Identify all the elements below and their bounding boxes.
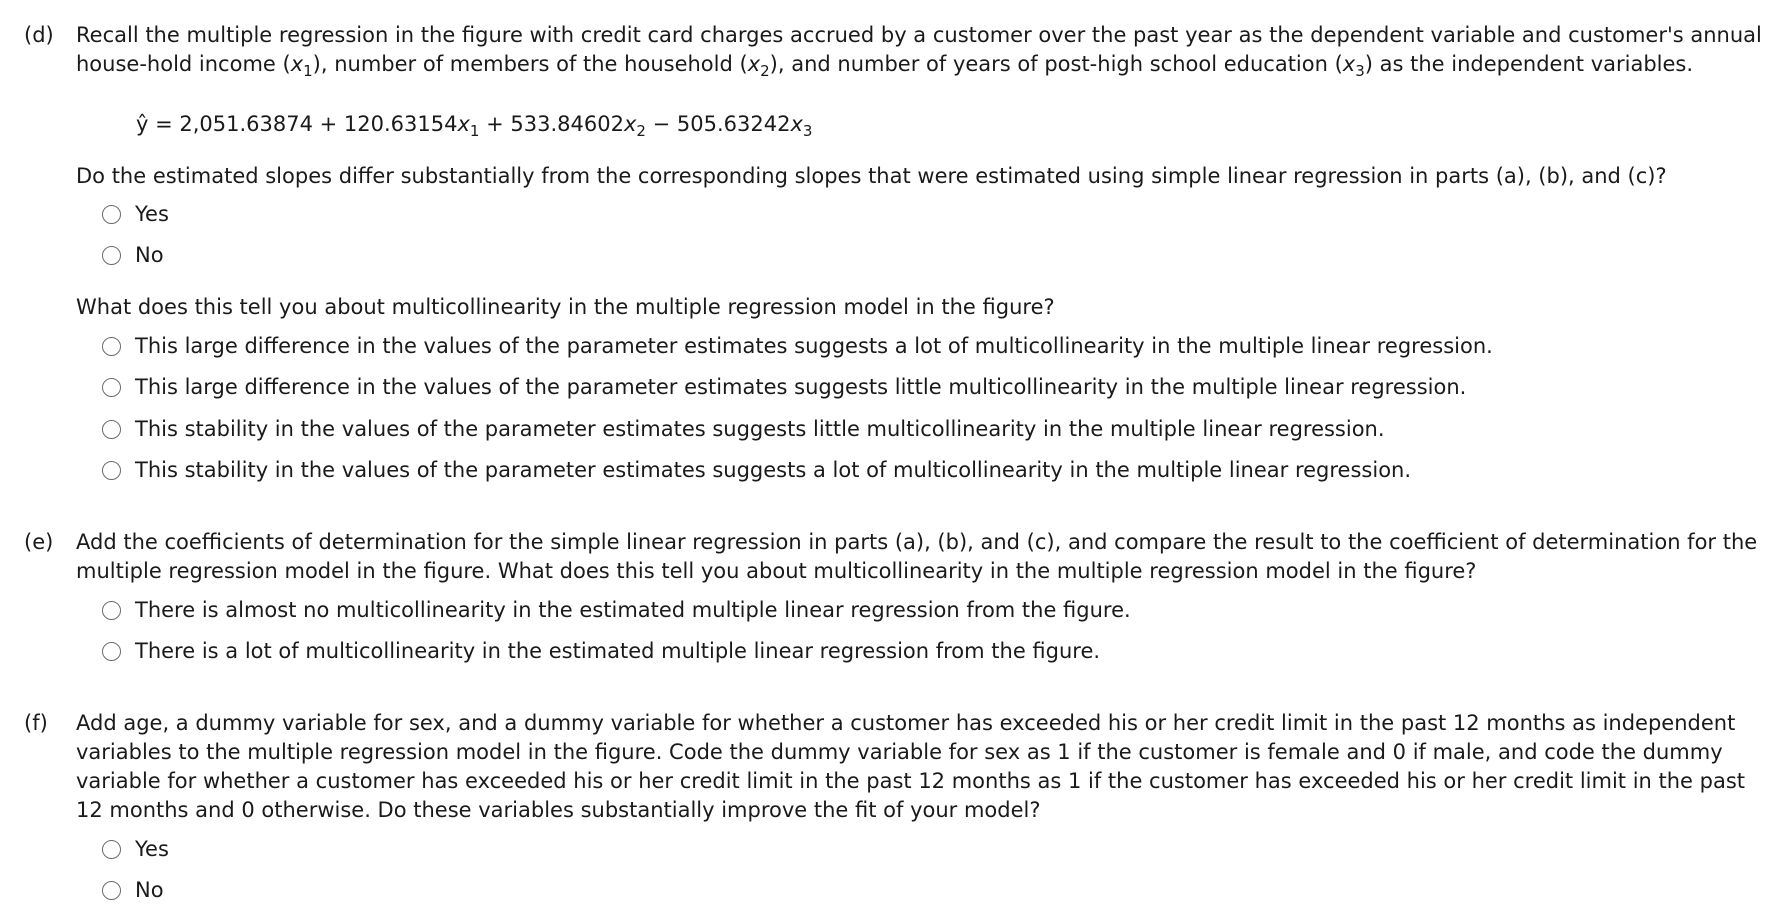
- part-d-label: (d): [24, 23, 54, 47]
- radio-button[interactable]: [102, 840, 121, 859]
- question-multicollinearity: What does this tell you about multicollinearity in the multiple regression model in the figure?: [76, 295, 1055, 319]
- option-improve-no[interactable]: [102, 875, 164, 905]
- option-label: Yes: [135, 837, 169, 861]
- option-stability-lot[interactable]: [102, 455, 1411, 485]
- option-label: This stability in the values of the parameter estimates suggests little multicollinearity in the multiple linear regression.: [135, 417, 1385, 441]
- part-e-text-line-1: Add the coefficients of determination for the simple linear regression in parts (a), (b), and (c), and compare the result to the coefficient of determination for the: [76, 530, 1758, 554]
- regression-equation: ŷ = $2,051.63874 + 120.63154x_1 + 533.84602x_2 - 505.63242x_3$: [136, 112, 813, 140]
- option-label: No: [135, 878, 164, 902]
- option-label: There is a lot of multicollinearity in the estimated multiple linear regression from the figure.: [135, 639, 1101, 663]
- option-slopes-no[interactable]: [102, 240, 164, 270]
- part-d-intro-line-1: Recall the multiple regression in the figure with credit card charges accrued by a customer over the past year as the dependent variable and customer's annual: [76, 23, 1762, 47]
- part-d-intro-line-2: house-hold income $(x_1)$, number of members of the household $(x_2)$, and number of years of post-high school education $(x_3)$ as the independent variables.: [76, 52, 1694, 80]
- part-f-text-line-2: variables to the multiple regression model in the figure. Code the dummy variable for sex as 1 if the customer is female and 0 if male, and code the dummy: [76, 740, 1723, 764]
- option-label: This stability in the values of the parameter estimates suggests a lot of multicollinearity in the multiple linear regression.: [135, 458, 1412, 482]
- radio-button[interactable]: [102, 337, 121, 356]
- radio-button[interactable]: [102, 246, 121, 265]
- part-f-text: [76, 709, 1766, 825]
- radio-button[interactable]: [102, 205, 121, 224]
- option-label: Yes: [135, 202, 169, 226]
- question-slopes-differ: Do the estimated slopes differ substantially from the corresponding slopes that were estimated using simple linear regression in parts (a), (b), and (c)?: [76, 164, 1667, 188]
- part-f-text-line-1: Add age, a dummy variable for sex, and a dummy variable for whether a customer has exceeded his or her credit limit in the past 12 months as independent: [76, 711, 1736, 735]
- option-label: There is almost no multicollinearity in the estimated multiple linear regression from the figure.: [135, 598, 1131, 622]
- option-label: No: [135, 243, 164, 267]
- part-f-text-line-3: variable for whether a customer has exceeded his or her credit limit in the past 12 months as 1 if the customer has exceeded his or her credit limit in the past: [76, 769, 1746, 793]
- option-stability-little[interactable]: [102, 414, 1385, 444]
- option-slopes-yes[interactable]: [102, 199, 169, 229]
- option-improve-yes[interactable]: [102, 834, 169, 864]
- radio-button[interactable]: [102, 461, 121, 480]
- part-e-label: (e): [24, 530, 54, 554]
- radio-button[interactable]: [102, 378, 121, 397]
- part-f-text-line-4: 12 months and 0 otherwise. Do these variables substantially improve the fit of your model?: [76, 798, 1041, 822]
- radio-button[interactable]: [102, 881, 121, 900]
- option-label: This large difference in the values of the parameter estimates suggests a lot of multicollinearity in the multiple linear regression.: [135, 334, 1493, 358]
- option-lot-of-multicollinearity[interactable]: [102, 636, 1100, 666]
- part-e-text: [76, 528, 1766, 586]
- option-almost-no-multicollinearity[interactable]: [102, 595, 1131, 625]
- radio-button[interactable]: [102, 642, 121, 661]
- option-label: This large difference in the values of the parameter estimates suggests little multicollinearity in the multiple linear regression.: [135, 375, 1467, 399]
- radio-button[interactable]: [102, 420, 121, 439]
- option-large-diff-little[interactable]: [102, 372, 1466, 402]
- option-large-diff-lot[interactable]: [102, 331, 1493, 361]
- part-f-label: (f): [24, 711, 48, 735]
- part-d-intro: [76, 21, 1766, 79]
- part-e-text-line-2: multiple regression model in the figure. What does this tell you about multicollinearity in the multiple regression model in the figure?: [76, 559, 1477, 583]
- radio-button[interactable]: [102, 601, 121, 620]
